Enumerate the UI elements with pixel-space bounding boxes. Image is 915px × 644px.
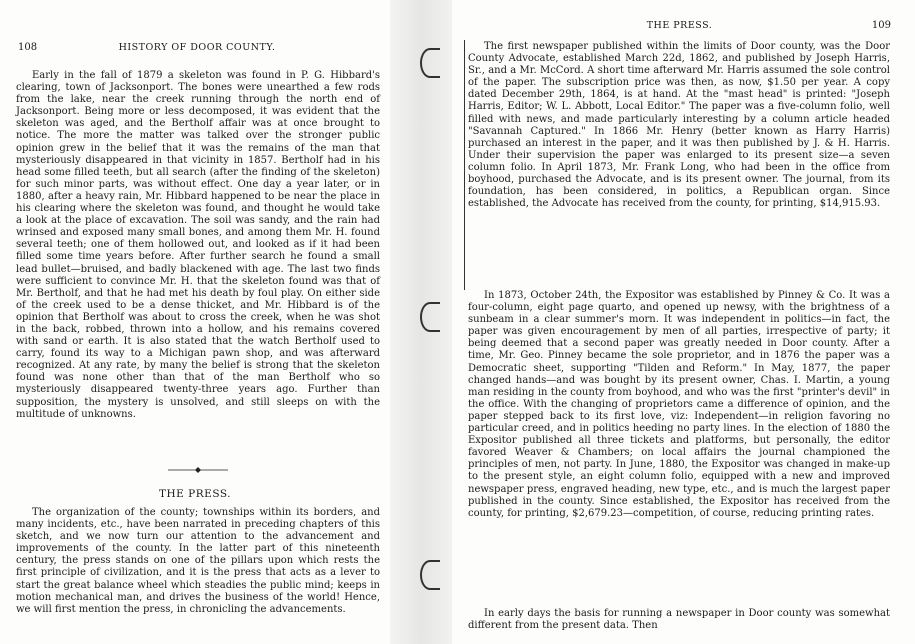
skeleton-paragraph [16, 70, 380, 421]
binding-hole-icon [420, 302, 440, 332]
advocate-paragraph [468, 41, 890, 210]
early-days-paragraph [468, 608, 890, 632]
section-title-press: THE PRESS. [159, 488, 231, 500]
ornament-divider [168, 467, 228, 473]
left-page [0, 0, 390, 644]
page-number-right: 109 [871, 20, 891, 31]
paragraph-5: In early days the basis for running a newspaper in Door county was somewhat different from the present data. Then [468, 608, 890, 632]
press-intro-paragraph [16, 507, 380, 616]
running-head-right: THE PRESS. [646, 20, 713, 31]
paragraph-4: In 1873, October 24th, the Expositor was established by Pinney & Co. It was a four-column, eight page quarto, and opened up newsy, with the brightness of a sunbeam in a clear summer's morn. It was independent in politics—in fact, the paper was given encouragement by men of all parties, irrespective of party; it being deemed that a second paper was greatly needed in Door county. After a time, Mr. Geo. Pinney became the sole proprietor, and in 1876 the paper was a Democratic sheet, supporting "Tilden and Reform." In May, 1877, the paper changed hands—and was bought by its present owner, Chas. I. Martin, a young man residing in the county from boyhood, and who was the first "printer's devil" in the office. With the changing of proprietors came a difference of opinion, and the paper stepped back to its first love, viz: Independent—in religion favoring no particular creed, and in politics heeding no party lines. In the election of 1880 the Expositor published all three tickets and platforms, but personally, the editor favored Weaver & Chambers; on local affairs the journal championed the principles of men, not party. In June, 1880, the Expositor was changed in make-up to the present style, an eight column folio, equipped with a new and improved newspaper press, engraved heading, new type, etc., and is much the largest paper published in the county. Since established, the Expositor has received from the county, for printing, $2,679.23—competition, of course, reducing printing rates. [468, 290, 890, 519]
paragraph-2: The organization of the county; townships within its borders, and many incidents, etc., have been narrated in preceding chapters of this sketch, and we now turn our attention to the advancement and improvements of the county. In the latter part of this nineteenth century, the press stands on one of the pillars upon which rests the first principle of civilization, and it is the press that acts as a lever to start the great balance wheel which steadies the public mind; keeps in motion mechanical man, and drives the business of the world! Hence, we will first mention the press, in chronicling the advancements. [16, 507, 380, 615]
binding-hole-icon [420, 48, 440, 78]
right-page [452, 0, 915, 644]
paragraph-3: The first newspaper published within the limits of Door county, was the Door County Advocate, established March 22d, 1862, and published by Joseph Harris, Sr., and a Mr. McCord. A short time afterward Mr. Harris assumed the sole control of the paper. The subscription price was then, as now, $1.50 per year. A copy dated December 29th, 1864, is at hand. At the "mast head" is printed: "Joseph Harris, Editor; W. L. Abbott, Local Editor." The paper was a five-column folio, well filled with news, and made particularly interesting by a column article headed "Savannah Captured." In 1866 Mr. Henry (better known as Harry Harris) purchased an interest in the paper, and it was then published by J. & H. Harris. Under their supervision the paper was enlarged to its present size—a seven column folio. In April 1873, Mr. Frank Long, who had been in the office from boyhood, purchased the Advocate, and is its present owner. The journal, from its foundation, has been considered, in politics, a Republican organ. Since established, the Advocate has received from the county, for printing, $14,915.93. [468, 41, 890, 210]
expositor-paragraph [468, 290, 890, 520]
binding-hole-icon [420, 560, 440, 590]
page-number-left: 108 [18, 42, 38, 53]
running-head-left: HISTORY OF DOOR COUNTY. [118, 42, 276, 53]
book-gutter [390, 0, 452, 644]
paragraph-1: Early in the fall of 1879 a skeleton was found in P. G. Hibbard's clearing, town of Jacksonport. The bones were unearthed a few rods from the lake, near the creek running through the north end of Jacksonport. Being more or less decomposed, it was evident that the skeleton was aged, and the Bertholf affair was at once brought to notice. The more the matter was talked over the stronger public opinion grew in the belief that it was the remains of the man that mysteriously disappeared in that vicinity in 1857. Bertholf had in his head some filled teeth, but all search (after the finding of the skeleton) for such minor parts, was without effect. One day a year later, or in 1880, after a heavy rain, Mr. Hibbard happened to be near the place in his clearing where the skeleton was found, and thought he would take a look at the place of excavation. The soil was sandy, and the rain had wrinsed and exposed many small bones, and among them Mr. H. found several teeth; one of them hollowed out, and looked as if it had been filled some time years before. After further search he found a small lead bullet—bruised, and badly blackened with age. The last two finds were sufficient to convince Mr. H. that the skeleton found was that of Mr. Bertholf, and that he had met his death by foul play. On either side of the creek used to be a dense thicket, and Mr. Hibbard is of the opinion that Bertholf was about to cross the creek, when he was shot in the back, robbed, thrown into a hollow, and his remains covered with sand or earth. It is also stated that the watch Bertholf used to carry, found its way to a Michigan pawn shop, and was afterward recognized. At any rate, by many the belief is strong that the skeleton found was none other than that of the man Bertholf who so mysteriously disappeared twenty-three years ago. Further than supposition, the mystery is unsolved, and still sleeps on with the multitude of unknowns. [16, 70, 380, 420]
margin-bar [464, 40, 465, 290]
